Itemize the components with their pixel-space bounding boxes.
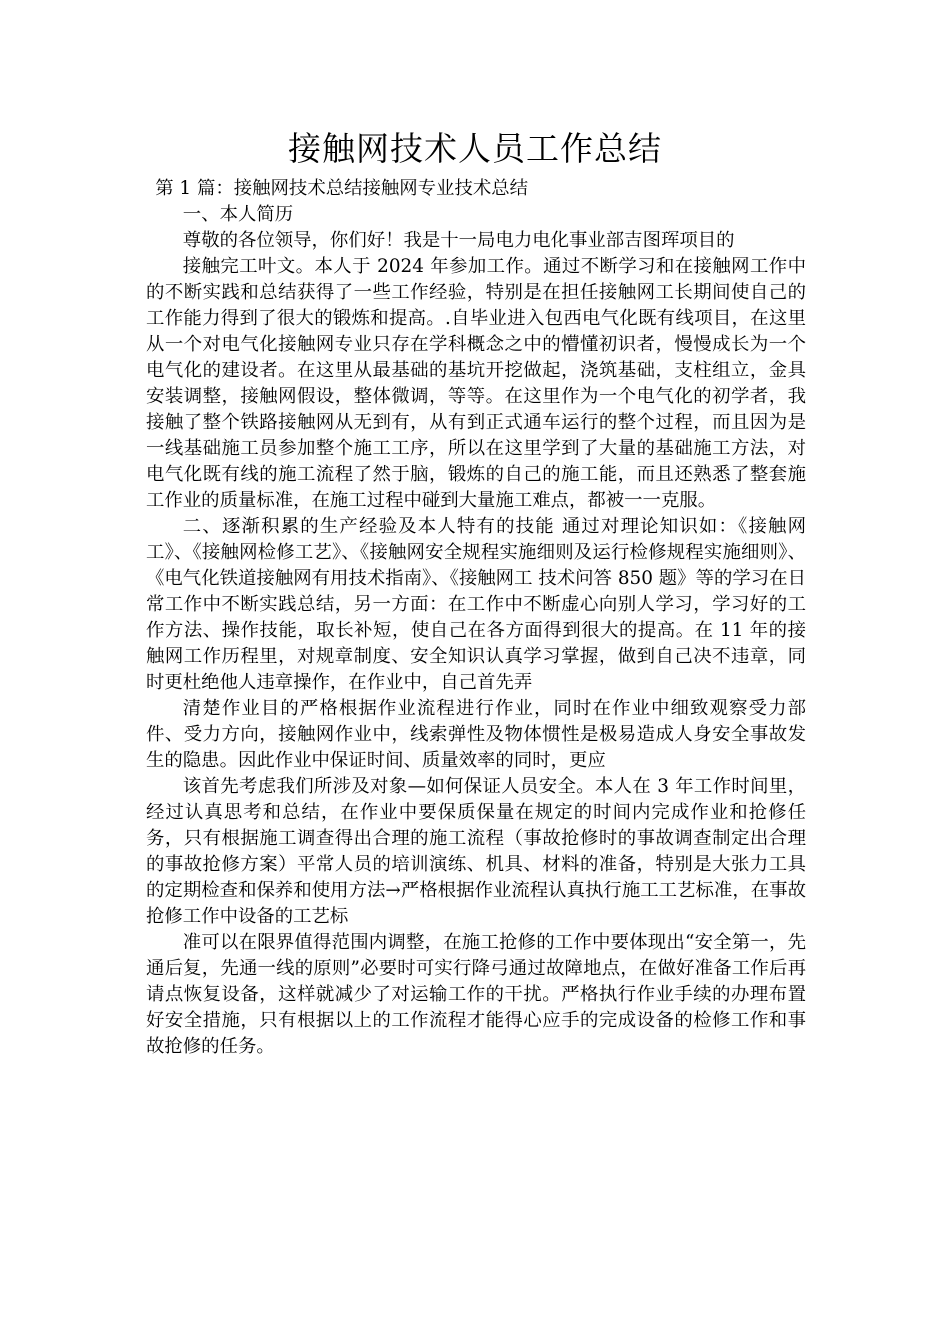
document-body (146, 176, 806, 1060)
paragraph: 尊敬的各位领导，你们好！我是十一局电力电化事业部吉图珲项目的 (182, 230, 735, 251)
paragraph: 该首先考虑我们所涉及对象—如何保证人员安全。本人在 3 年工作时间里，经过认真思考和总结，在作业中要保质保量在规定的时间内完成作业和抢修任务，只有根据施工调查得出合理的施工流程（事故抢修时的事故调查制定出合理的事故抢修方案）平常人员的培训演练、机具、材料的准备，特别是大张力工具的定期检查和保养和使用方法→严格根据作业流程认真执行施工工艺标准，在事故抢修工作中设备的工艺标 (146, 776, 806, 927)
paragraph: 接触完工叶文。本人于 2024 年参加工作。通过不断学习和在接触网工作中的不断实践和总结获得了一些工作经验，特别是在担任接触网工长期间使自己的工作能力得到了很大的锻炼和提高。.自毕业进入包西电气化既有线项目，在这里从一个对电气化接触网专业只存在学科概念之中的懵懂初识者，慢慢成长为一个电气化的建设者。在这里从最基础的基坑开挖做起，浇筑基础，支柱组立，金具安装调整，接触网假设，整体微调，等等。在这里作为一个电气化的初学者，我接触了整个铁路接触网从无到有，从有到正式通车运行的整个过程，而且因为是一线基础施工员参加整个施工工序，所以在这里学到了大量的基础施工方法，对电气化既有线的施工流程了然于脑，锻炼的自己的施工能，而且还熟悉了整套施工作业的质量标准，在施工过程中碰到大量施工难点，都被一一克服。 (146, 256, 806, 511)
paragraph: 准可以在限界值得范围内调整，在施工抢修的工作中要体现出“安全第一，先通后复，先通一线的原则”必要时可实行降弓通过故障地点，在做好准备工作后再请点恢复设备，这样就减少了对运输工作的干扰。严格执行作业手续的办理布置好安全措施，只有根据以上的工作流程才能得心应手的完成设备的检修工作和事故抢修的任务。 (146, 932, 806, 1057)
subsection-heading: 一、本人简历 (182, 204, 294, 225)
section-heading: 第 1 篇：接触网技术总结接触网专业技术总结 (155, 178, 529, 199)
paragraph: 二、逐渐积累的生产经验及本人特有的技能 通过对理论知识如：《接触网工》、《接触网检修工艺》、《接触网安全规程实施细则及运行检修规程实施细则》、《电气化铁道接触网有用技术指南》、《接触网工 技术问答 850 题》等的学习在日常工作中不断实践总结，另一方面：在工作中不断虚心向别人学习，学习好的工作方法、操作技能，取长补短，使自己在各方面得到很大的提高。在 11 年的接触网工作历程里，对规章制度、安全知识认真学习掌握，做到自己决不违章，同时更杜绝他人违章操作，在作业中，自己首先弄 (146, 516, 806, 693)
paragraph: 清楚作业目的严格根据作业流程进行作业，同时在作业中细致观察受力部件、受力方向，接触网作业中，线索弹性及物体惯性是极易造成人身安全事故发生的隐患。因此作业中保证时间、质量效率的同时，更应 (146, 698, 806, 771)
document-title: 接触网技术人员工作总结 (288, 129, 662, 168)
